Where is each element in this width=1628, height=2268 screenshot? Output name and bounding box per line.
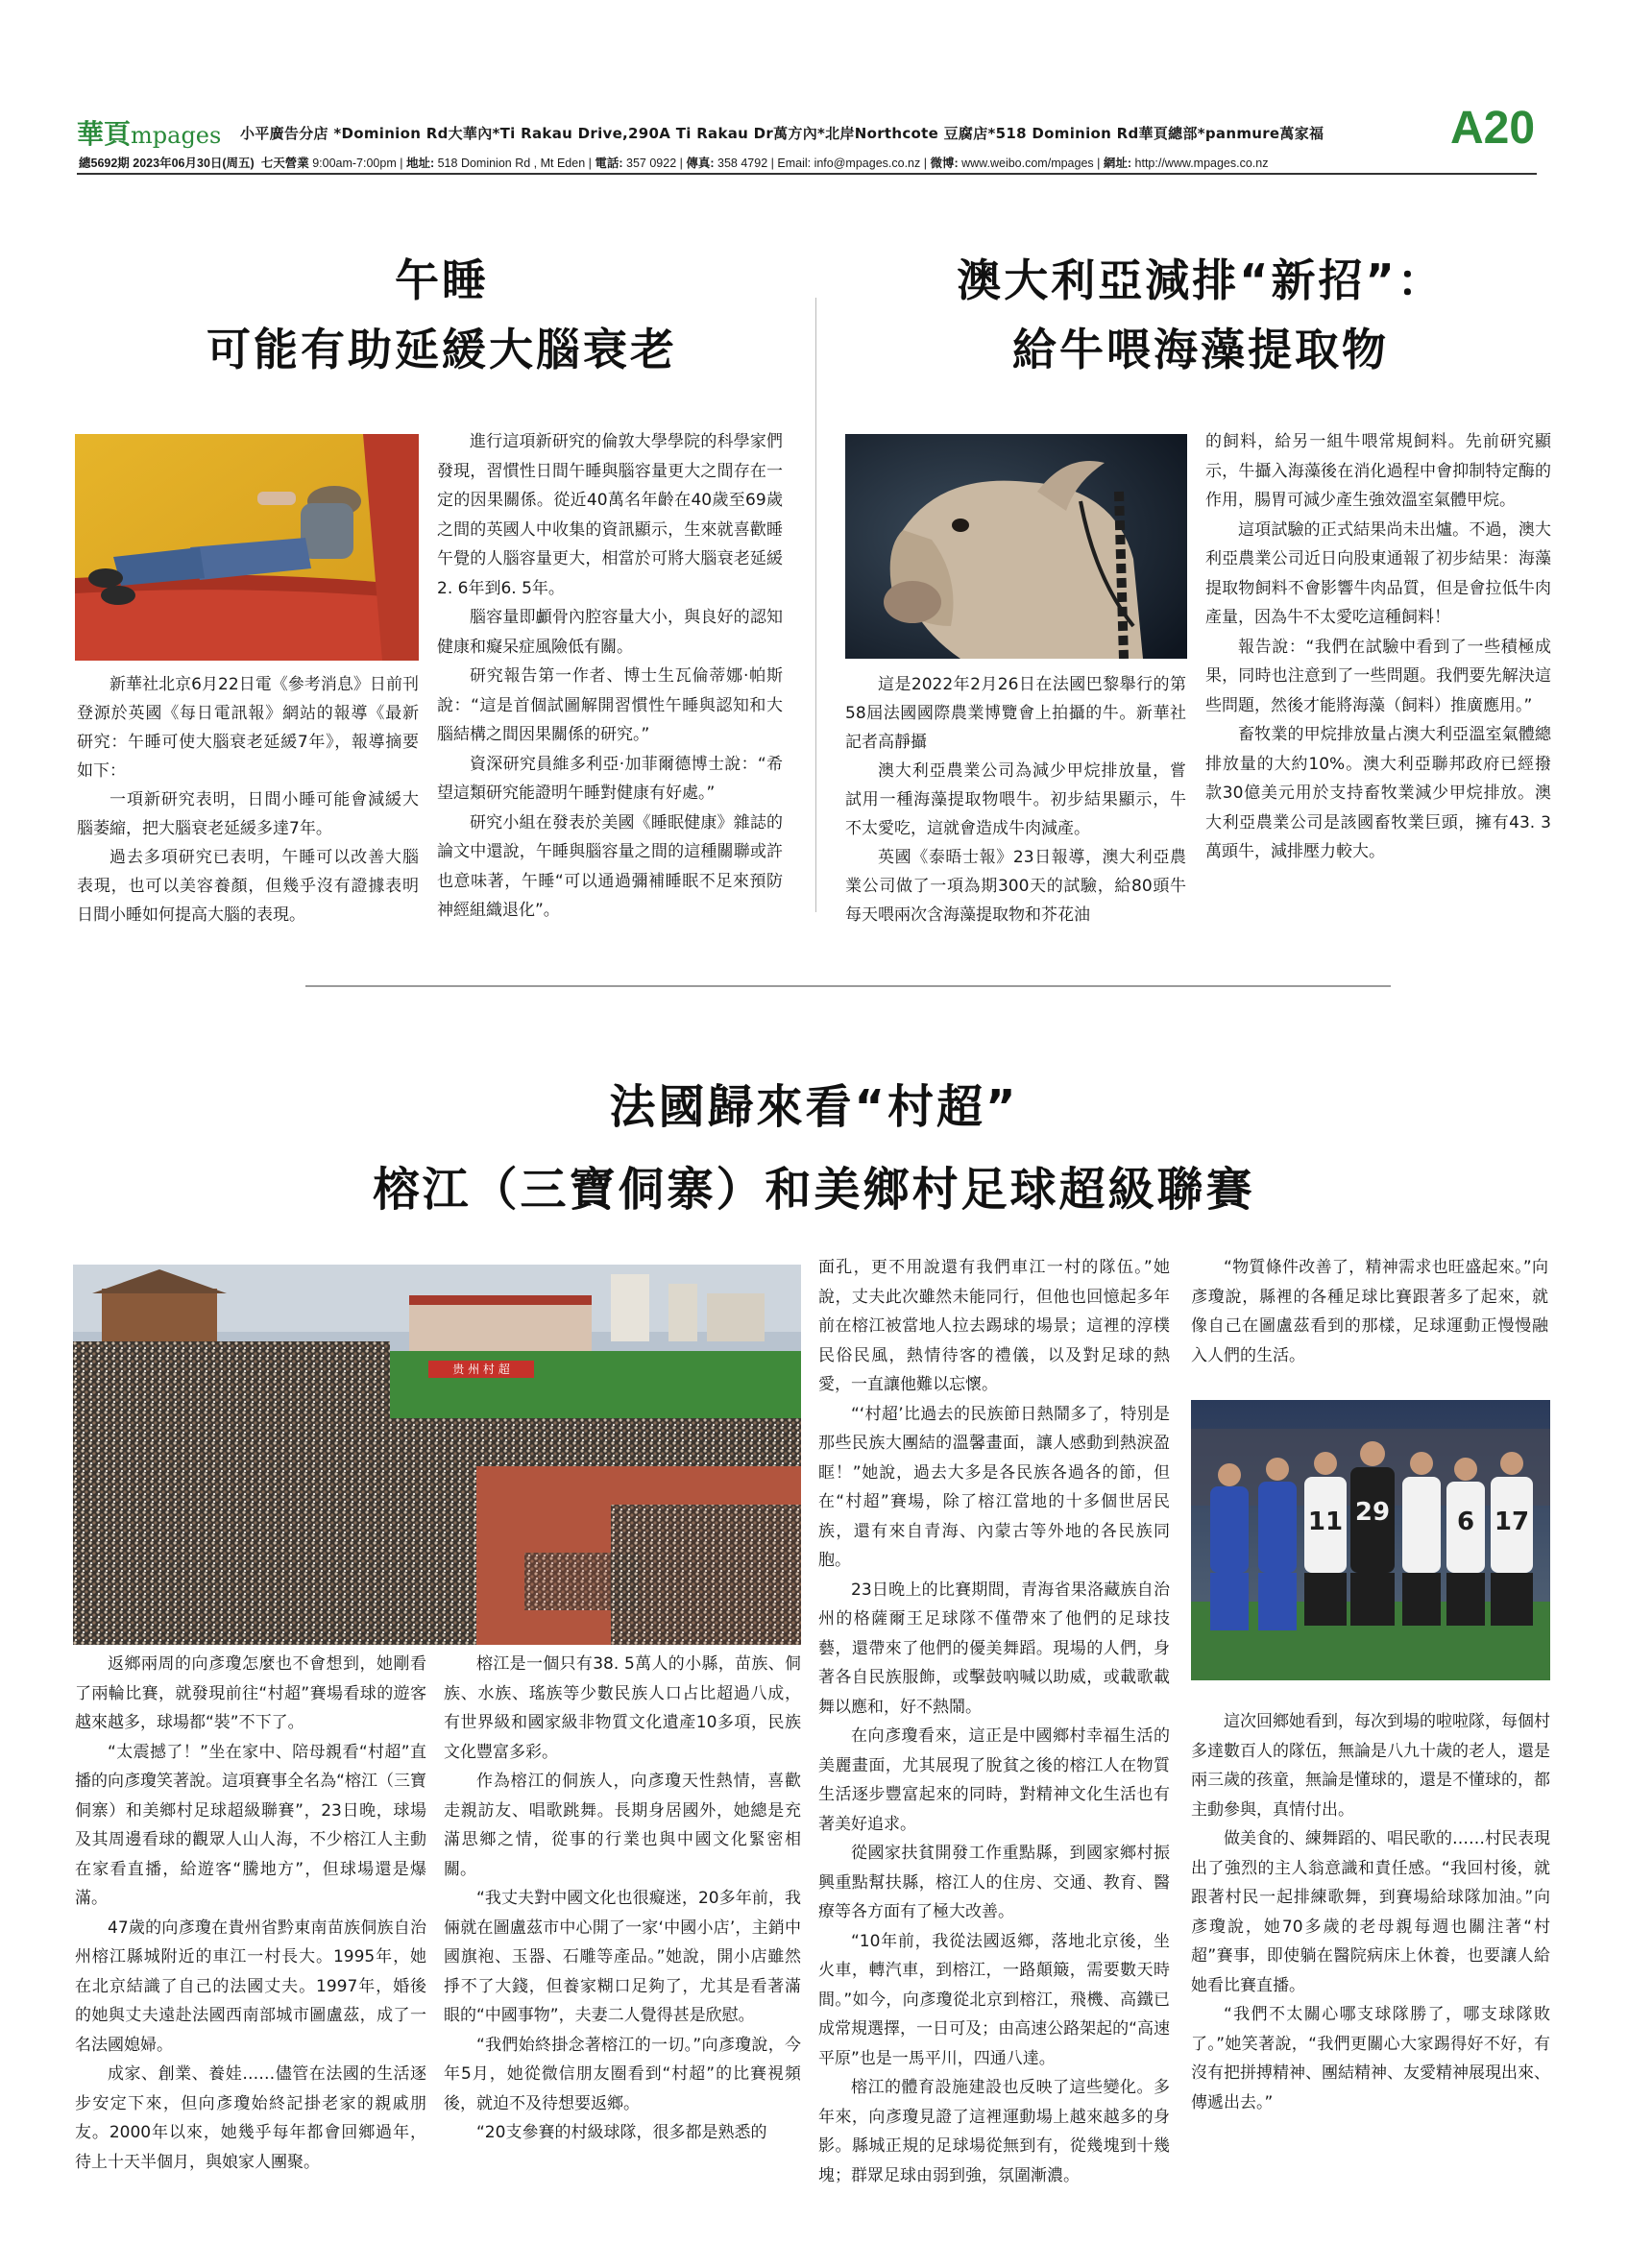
jersey-number: 17	[1494, 1508, 1530, 1536]
napping-man-photo	[75, 434, 419, 661]
article3-title-line1: 法國歸來看“村超”	[609, 1080, 1019, 1134]
weibo-label: 微博:	[930, 157, 959, 170]
weibo-link[interactable]: www.weibo.com/mpages	[961, 157, 1094, 170]
web-label: 網址:	[1103, 157, 1132, 170]
article2-title-line1: 澳大利亞減排“新招”：	[957, 254, 1445, 306]
article1-para: 腦容量即顱骨內腔容量大小，與良好的認知健康和癡呆症風險低有關。	[437, 608, 783, 657]
article3-para: 47歲的向彥瓊在貴州省黔東南苗族侗族自治州榕江縣城附近的車江一村長大。1995年，她在北京結識了自己的法國丈夫。1997年，婚後的她與丈夫遠赴法國西南部城市圖盧茲，成了一名法國媳婦。	[75, 1918, 426, 2055]
article3-column-4-bottom	[1191, 1707, 1550, 2117]
article3-para: “10年前，我從法國返鄉，落地北京後，坐火車，轉汽車，到榕江，一路顛簸，需要數天時間。”如今，向彥瓊從北京到榕江，飛機、高鐵已成常規選擇，一日可及；由高速公路架起的“高速平原”也是一馬平川，四通八達。	[818, 1931, 1170, 2068]
jersey-number: 29	[1354, 1498, 1391, 1527]
football-team-photo	[1191, 1400, 1550, 1680]
article1-para: 過去多項研究已表明，午睡可以改善大腦表現，也可以美容養顏，但幾乎沒有證據表明日間小睡如何提高大腦的表現。	[77, 848, 419, 925]
address: 518 Dominion Rd , Mt Eden	[437, 157, 586, 170]
hours-label: 七天營業	[260, 157, 309, 170]
stadium-crowd-photo	[73, 1265, 801, 1645]
article3-para: 做美食的、練舞蹈的、唱民歌的……村民表現出了強烈的主人翁意識和責任感。“我回村後，就跟著村民一起排練歌舞，到賽場給球隊加油。”向彥瓊說，她70多歲的老母親每週也關注著“村超”賽事，即使躺在醫院病床上休養，也要讓人給她看比賽直播。	[1191, 1829, 1550, 1995]
article3-title-line2: 榕江（三寶侗寨）和美鄉村足球超級聯賽	[373, 1163, 1255, 1217]
article3-para: 成家、創業、養娃……儘管在法國的生活逐步安定下來，但向彥瓊始終記掛老家的親戚朋友。2000年以來，她幾乎每年都會回鄉過年，待上十天半個月，與娘家人團聚。	[75, 2064, 426, 2172]
article3-para: “我丈夫對中國文化也很癡迷，20多年前，我倆就在圖盧茲市中心開了一家‘中國小店’，主銷中國旗袍、玉器、石雕等產品。”她說，開小店雖然掙不了大錢，但養家糊口足夠了，尤其是看著滿眼的“中國事物”，夫妻二人覺得甚是欣慰。	[444, 1889, 801, 2025]
article1-headline	[77, 246, 807, 384]
article3-para: “20支參賽的村級球隊，很多都是熟悉的	[476, 2123, 767, 2142]
article3-column-4-top	[1191, 1253, 1548, 1370]
fax-label: 傳真:	[686, 157, 715, 170]
article3-para: “物質條件改善了，精神需求也旺盛起來。”向彥瓊說，縣裡的各種足球比賽跟著多了起來，就像自己在圖盧茲看到的那樣，足球運動正慢慢融入人們的生活。	[1191, 1258, 1548, 1365]
article1-para: 研究報告第一作者、博士生瓦倫蒂娜·帕斯說：“這是首個試圖解開習慣性午睡與認知和大腦結構之間因果關係的研究。”	[437, 666, 783, 744]
article1-para: 進行這項新研究的倫敦大學學院的科學家們發現，習慣性日間午睡與腦容量更大之間存在一定的因果關係。從近40萬名年齡在40歲至69歲之間的英國人中收集的資訊顯示，生來就喜歡睡午覺的人腦容量更大，相當於可將大腦衰老延緩2. 6年到6. 5年。	[437, 432, 783, 598]
article2-caption	[845, 670, 1186, 929]
article1-title-line2: 可能有助延緩大腦衰老	[207, 324, 677, 375]
article3-para: “‘村超’比過去的民族節日熱鬧多了，特別是那些民族大團結的溫馨畫面，讓人感動到熱淚盈眶！”她說，過去大多是各民族各過各的節，但在“村超”賽場，除了榕江當地的十多個世居民族，還有來自青海、內蒙古等外地的各民族同胞。	[818, 1404, 1170, 1570]
article3-column-1	[75, 1650, 426, 2177]
article2-para: 的飼料，給另一組牛喂常規飼料。先前研究顯示，牛攝入海藻後在消化過程中會抑制特定酶的作用，腸胃可減少產生強效溫室氣體甲烷。	[1205, 432, 1551, 510]
branch-locations: 小平廣告分店 *Dominion Rd大華內*Ti Rakau Drive,290A Ti Rakau Dr萬方內*北岸Northcote 豆腐店*518 Dominion Rd華頁總部*panmure萬家福	[240, 125, 1324, 142]
article3-para: “我們不太關心哪支球隊勝了，哪支球隊敗了。”她笑著說，“我們更關心大家踢得好不好，有沒有把拼搏精神、團結精神、友愛精神展現出來、傳遞出去。”	[1191, 2005, 1550, 2112]
column-divider	[815, 298, 816, 912]
article3-para: “太震撼了！”坐在家中、陪母親看“村超”直播的向彥瓊笑著說。這項賽事全名為“榕江（三寶侗寨）和美鄉村足球超級聯賽”，23日晚，球場及其周邊看球的觀眾人山人海，不少榕江人主動在家看直播，給遊客“騰地方”，但球場還是爆滿。	[75, 1742, 426, 1908]
article1-caption	[77, 670, 419, 929]
article2-title-line2: 給牛喂海藻提取物	[1012, 324, 1389, 375]
article1-para: 資深研究員維多利亞·加菲爾德博士說：“希望這類研究能證明午睡對健康有好處。”	[437, 754, 783, 803]
article2-para: 報告說：“我們在試驗中看到了一些積極成果，同時也注意到了一些問題。我們要先解決這些問題，然後才能將海藻（飼料）推廣應用。”	[1205, 637, 1551, 715]
article2-para: 澳大利亞農業公司為減少甲烷排放量，嘗試用一種海藻提取物喂牛。初步結果顯示，牛不太愛吃，這就會造成牛肉減產。	[845, 761, 1186, 838]
article3-para: “我們始終掛念著榕江的一切。”向彥瓊說，今年5月，她從微信朋友圈看到“村超”的比賽視頻後，就迫不及待想要返鄉。	[444, 2035, 801, 2113]
article3-para: 從國家扶貧開發工作重點縣，到國家鄉村振興重點幫扶縣，榕江人的住房、交通、教育、醫療等各方面有了極大改善。	[818, 1844, 1170, 1921]
article3-para: 榕江是一個只有38. 5萬人的小縣，苗族、侗族、水族、瑤族等少數民族人口占比超過八成，有世界級和國家級非物質文化遺產10多項，民族文化豐富多彩。	[444, 1654, 801, 1762]
hours: 9:00am-7:00pm	[312, 157, 397, 170]
header-rule	[77, 173, 1537, 175]
article1-para: 研究小組在發表於美國《睡眠健康》雜誌的論文中還說，午睡與腦容量之間的這種關聯或許也意味著，午睡“可以通過彌補睡眠不足來預防神經組織退化”。	[437, 812, 783, 920]
article1-title-line1: 午睡	[395, 254, 489, 306]
article1-para: 新華社北京6月22日電《參考消息》日前刊登源於英國《每日電訊報》網站的報導《最新研究：午睡可使大腦衰老延緩7年》，報導摘要如下：	[77, 675, 419, 781]
article3-para: 面孔，更不用說還有我們車江一村的隊伍。”她說，丈夫此次雖然未能同行，但他也回憶起多年前在榕江被當地人拉去踢球的場景；這裡的淳樸民俗民風，熱情待客的禮儀，以及對足球的熱愛，一直讓他難以忘懷。	[818, 1258, 1170, 1394]
issue-date: 總5692期 2023年06月30日(周五)	[79, 157, 255, 170]
article1-column-2	[437, 427, 783, 926]
logo-text: mpages	[131, 122, 222, 149]
jersey-number: 6	[1456, 1508, 1475, 1536]
article1-para: 一項新研究表明，日間小睡可能會減緩大腦萎縮，把大腦衰老延緩多達7年。	[77, 790, 419, 838]
phone-label: 電話:	[595, 157, 623, 170]
article3-para: 這次回鄉她看到，每次到場的啦啦隊，每個村多達數百人的隊伍，無論是八九十歲的老人，還是兩三歲的孩童，無論是懂球的，還是不懂球的，都主動參與，真情付出。	[1191, 1712, 1550, 1820]
fax: 358 4792	[717, 157, 768, 170]
logo-glyph: 華頁	[77, 118, 132, 150]
email-link[interactable]: Email: info@mpages.co.nz	[777, 157, 921, 170]
article3-para: 作為榕江的侗族人，向彥瓊天性熱情，喜歡走親訪友、唱歌跳舞。長期身居國外，她總是充滿思鄉之情，從事的行業也與中國文化緊密相關。	[444, 1772, 801, 1879]
article2-para: 英國《泰晤士報》23日報導，澳大利亞農業公司做了一項為期300天的試驗，給80頭牛每天喂兩次含海藻提取物和芥花油	[845, 848, 1186, 925]
article2-column-2	[1205, 427, 1551, 867]
section-divider	[305, 985, 1391, 987]
publication-info: 總5692期 2023年06月30日(周五) 七天營業 9:00am-7:00pm | 地址: 518 Dominion Rd , Mt Eden | 電話: 357 0922 | 傳真: 358 4792 | Email: info@mpages.co.nz | 微博: www.weibo.com/mpages | 網址: http://www.mpages.co.nz	[79, 157, 1269, 170]
article2-para: 這項試驗的正式結果尚未出爐。不過，澳大利亞農業公司近日向股東通報了初步結果：海藻提取物飼料不會影響牛肉品質，但是會拉低牛肉產量，因為牛不太愛吃這種飼料！	[1205, 519, 1551, 627]
article3-column-3	[818, 1253, 1170, 2190]
article3-para: 在向彥瓊看來，這正是中國鄉村幸福生活的美麗畫面，尤其展現了脫貧之後的榕江人在物質生活逐步豐富起來的同時，對精神文化生活也有著美好追求。	[818, 1726, 1170, 1834]
phone: 357 0922	[626, 157, 677, 170]
article2-headline	[836, 246, 1566, 384]
cow-photo	[845, 434, 1187, 659]
website-link[interactable]: http://www.mpages.co.nz	[1134, 157, 1269, 170]
article3-column-2	[444, 1650, 801, 2148]
article2-para: 這是2022年2月26日在法國巴黎舉行的第58屆法國國際農業博覽會上拍攝的牛。新華社記者高靜攝	[845, 675, 1186, 752]
stadium-banner-text: 贵 州 村 超	[452, 1363, 510, 1376]
article3-para: 23日晚上的比賽期間，青海省果洛藏族自治州的格薩爾王足球隊不僅帶來了他們的足球技藝，還帶來了他們的優美舞蹈。現場的人們，身著各自民族服飾，或擊鼓吶喊以助威，或載歌載舞以應和，好不熱鬧。	[818, 1580, 1170, 1717]
article3-para: 榕江的體育設施建設也反映了這些變化。多年來，向彥瓊見證了這裡運動場上越來越多的身影。縣城正規的足球場從無到有，從幾塊到十幾塊；群眾足球由弱到強，氛圍漸濃。	[818, 2078, 1170, 2185]
page-number: A20	[1450, 103, 1536, 154]
masthead-logo[interactable]	[77, 113, 238, 148]
article3-headline	[77, 1066, 1551, 1231]
address-label: 地址:	[405, 157, 435, 170]
article2-para: 畜牧業的甲烷排放量占澳大利亞溫室氣體總排放量的大約10%。澳大利亞聯邦政府已經撥款30億美元用於支持畜牧業減少甲烷排放。澳大利亞農業公司是該國畜牧業巨頭，擁有43. 3萬頭牛，減排壓力較大。	[1205, 725, 1551, 861]
jersey-number: 11	[1307, 1508, 1344, 1536]
article3-para: 返鄉兩周的向彥瓊怎麼也不會想到，她剛看了兩輪比賽，就發現前往“村超”賽場看球的遊客越來越多，球場都“裝”不下了。	[75, 1654, 426, 1732]
